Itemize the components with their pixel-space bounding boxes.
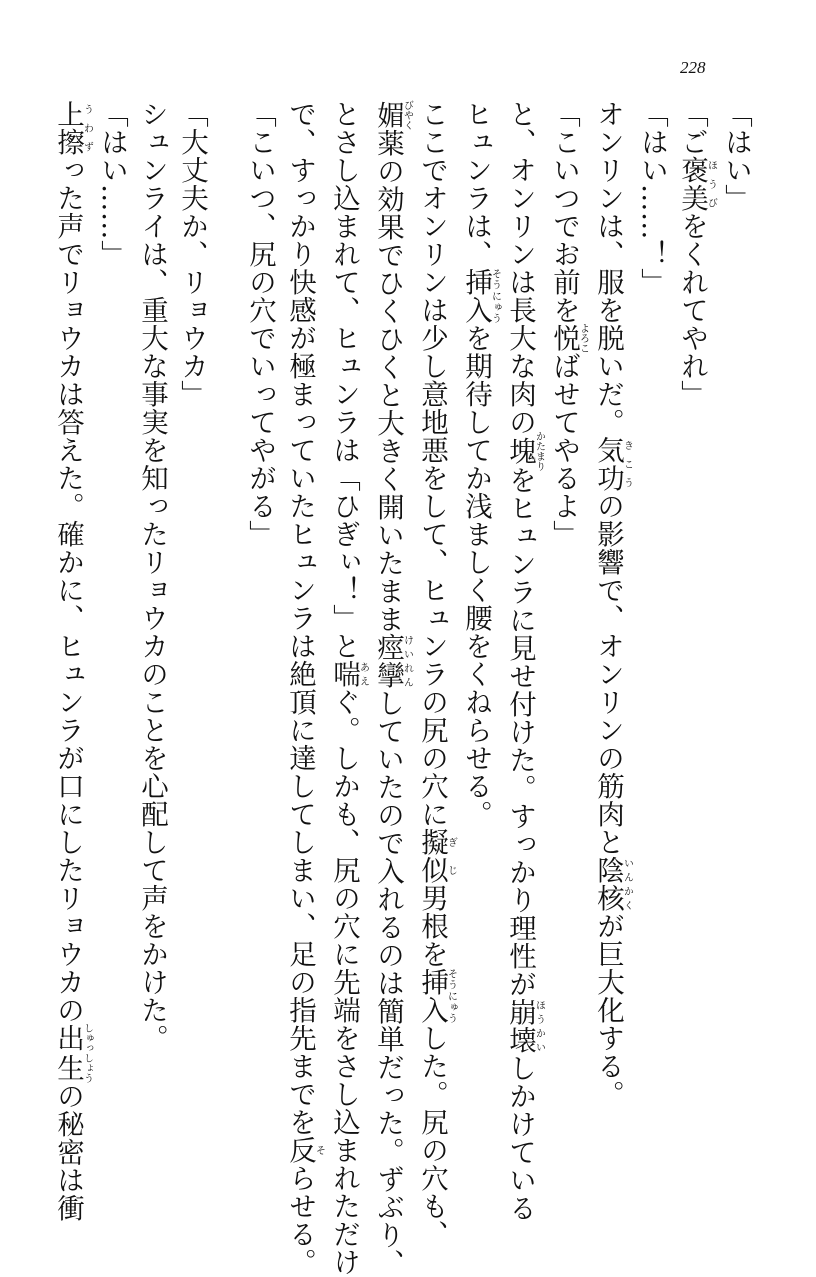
text-line: で、すっかり快感が極まっていたヒュンラは絶頂に達してしまい、足の指先までを反そらせる。 — [284, 100, 325, 1276]
text-line: 「はい……」 — [96, 100, 128, 268]
furigana: 媚びやく — [372, 100, 413, 130]
furigana: 悦よろこ — [548, 323, 589, 353]
text-line: 「ご褒美ほうびをくれてやれ」 — [676, 100, 717, 408]
text-line: 「はい……！」 — [636, 100, 668, 296]
text-line: とさし込まれて、ヒュンラは「ひぎぃ！」と喘あえぐ。しかも、尻の穴に先端をさし込まれただけ — [328, 100, 369, 1276]
text-line: ここでオンリンは少し意地悪をして、ヒュンラの尻の穴に擬似ぎじ男根を挿入そうにゅうした。尻の穴も、 — [416, 100, 457, 1248]
furigana: 出生しゅっしょう — [52, 1023, 93, 1083]
furigana: 挿入そうにゅう — [416, 968, 457, 1024]
text-line: 「大丈夫か、リョウカ」 — [176, 100, 208, 408]
text-line: 媚びやく薬の効果でひくひくと大きく開いたまま痙攣けいれんしていたので入れるのは簡単だった。ずぶり、 — [372, 100, 413, 1277]
page-number: 228 — [680, 58, 706, 77]
furigana: 反そ — [284, 1136, 325, 1164]
text-line: オンリンは、服を脱いだ。気功きこうの影響で、オンリンの筋肉と陰核いんかくが巨大化する。 — [592, 100, 633, 1108]
furigana: 崩壊ほうかい — [504, 998, 545, 1054]
furigana: 上擦うわず — [52, 100, 93, 156]
furigana: 擬似ぎじ — [416, 828, 457, 884]
furigana: 喘あえ — [328, 660, 369, 688]
body-text — [52, 100, 756, 1277]
furigana: 気功きこう — [592, 436, 633, 492]
furigana: 挿入そうにゅう — [460, 268, 501, 324]
furigana: 褒美ほうび — [676, 156, 717, 212]
furigana: 塊かたまり — [504, 431, 545, 471]
text-line: と、オンリンは長大な肉の塊かたまりをヒュンラに見せ付けた。すっかり理性が崩壊ほうかいしかけている — [504, 100, 545, 1222]
text-line: ヒュンラは、挿入そうにゅうを期待してか浅ましく腰をくねらせる。 — [460, 100, 501, 828]
furigana: 痙攣けいれん — [372, 633, 413, 689]
text-line: シュンライは、重大な事実を知ったリョウカのことを心配して声をかけた。 — [136, 100, 168, 1052]
text-line: 上擦うわずった声でリョウカは答えた。確かに、ヒュンラが口にしたリョウカの出生しゅっしょうの秘密は衝 — [52, 100, 93, 1222]
furigana: 陰核いんかく — [592, 856, 633, 912]
text-line: 「はい」 — [720, 100, 752, 212]
text-line: 「こいつでお前を悦よろこばせてやるよ」 — [548, 100, 589, 548]
text-line: 「こいつ、尻の穴でいってやがる」 — [244, 100, 276, 548]
